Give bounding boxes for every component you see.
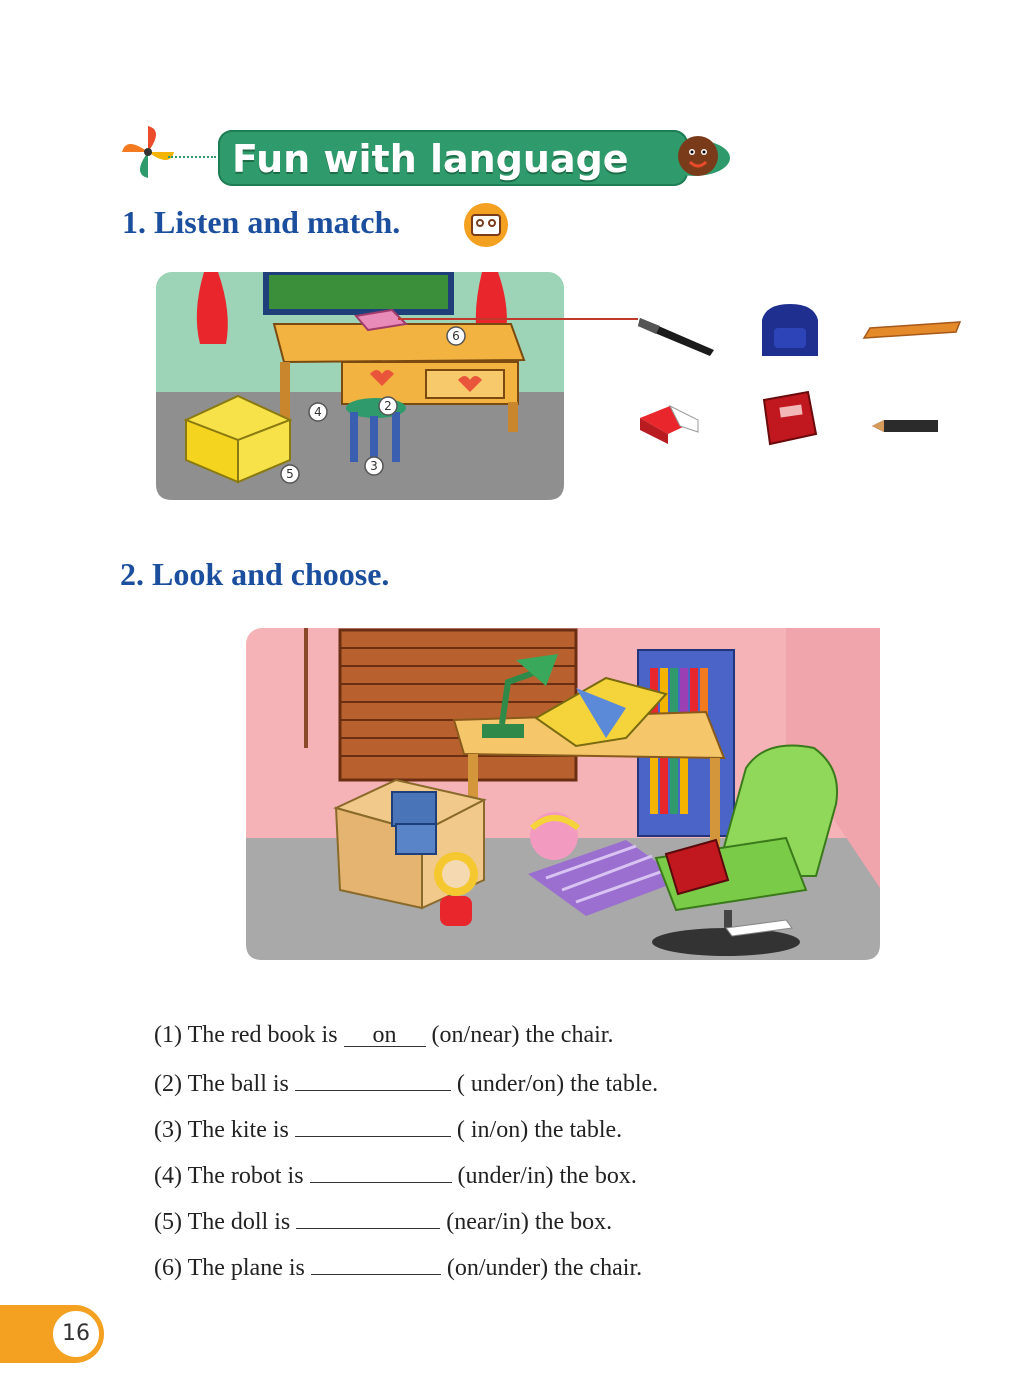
sentence-5: (5) The doll is (near/in) the box. [154, 1202, 612, 1236]
answer-blank-3[interactable] [295, 1110, 451, 1137]
exercise2-heading: 2. Look and choose. [120, 556, 390, 592]
label-3: 3 [370, 459, 378, 473]
mascot-face-icon [656, 128, 732, 188]
room-illustration-1 [156, 272, 564, 500]
answer-blank-1[interactable]: on [344, 1020, 426, 1047]
sentence-6: (6) The plane is (on/under) the chair. [154, 1248, 642, 1282]
answer-blank-2[interactable] [295, 1064, 451, 1091]
sentence-2: (2) The ball is ( under/on) the table. [154, 1064, 658, 1098]
label-2: 2 [384, 399, 392, 413]
exercise1-heading: 1. Listen and match. [122, 204, 401, 240]
page-number: 16 [50, 1308, 102, 1360]
label-6: 6 [452, 329, 460, 343]
match-line [398, 318, 638, 320]
section-title: Fun with language [232, 137, 629, 181]
cassette-icon [460, 202, 512, 248]
pen-item[interactable] [636, 310, 720, 360]
dotted-connector [168, 156, 216, 158]
schoolbag-item[interactable] [752, 300, 828, 362]
pinwheel-icon [118, 122, 178, 182]
eraser-item[interactable] [636, 402, 702, 446]
room-illustration-2 [246, 628, 880, 960]
sentence-4: (4) The robot is (under/in) the box. [154, 1156, 637, 1190]
ruler-item[interactable] [862, 318, 964, 342]
pencil-item[interactable] [870, 416, 942, 438]
sentence-3: (3) The kite is ( in/on) the table. [154, 1110, 622, 1144]
label-4: 4 [314, 405, 322, 419]
book-item[interactable] [756, 390, 822, 448]
answer-blank-6[interactable] [311, 1248, 441, 1275]
label-5: 5 [286, 467, 294, 481]
answer-blank-5[interactable] [296, 1202, 440, 1229]
sentence-1: (1) The red book is on (on/near) the chair. [154, 1022, 614, 1048]
answer-blank-4[interactable] [310, 1156, 452, 1183]
